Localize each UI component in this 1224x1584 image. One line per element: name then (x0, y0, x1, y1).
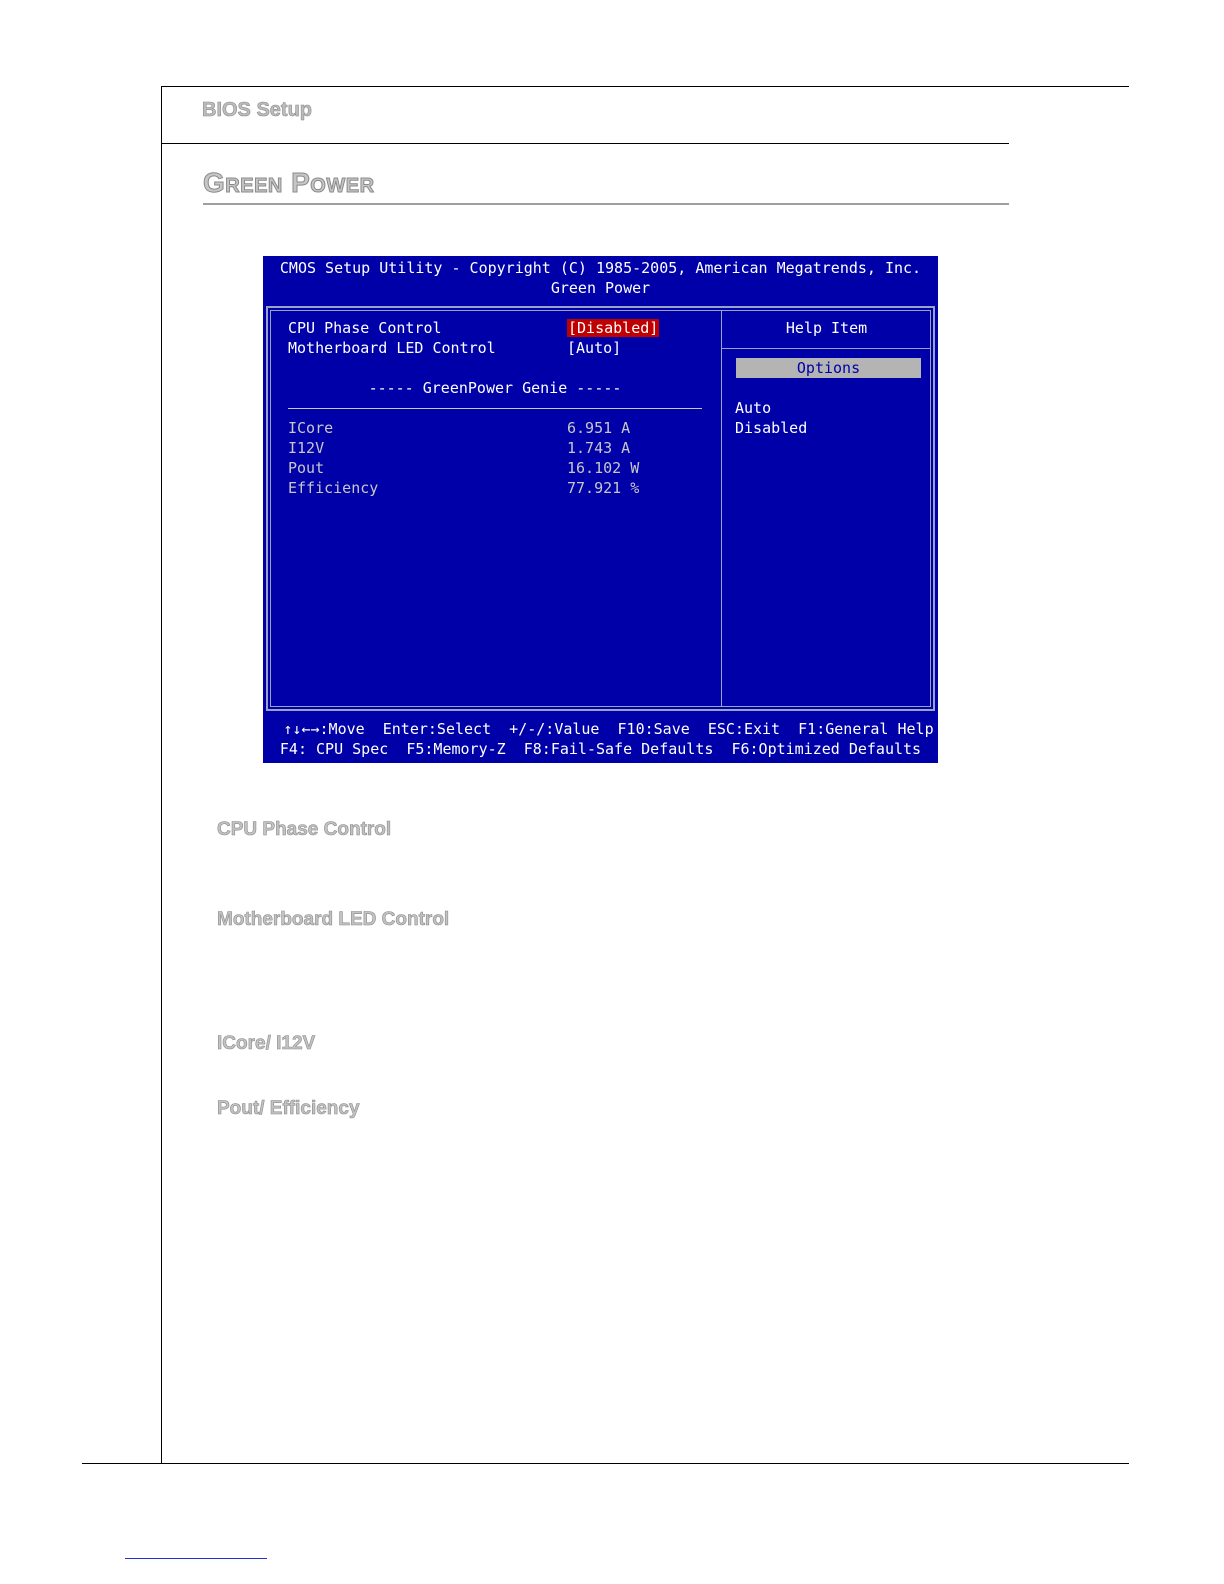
icore-i12v-heading: ICore/ I12V (217, 1033, 316, 1054)
greenpower-genie-header: ----- GreenPower Genie ----- (368, 379, 622, 397)
option-disabled[interactable]: Disabled (735, 419, 808, 437)
bios-copyright-line: CMOS Setup Utility - Copyright (C) 1985-2005, American Megatrends, Inc. (279, 259, 922, 277)
running-header: BIOS Setup (202, 99, 313, 121)
key-legend-line-2: F4: CPU Spec F5:Memory-Z F8:Fail-Safe Defaults F6:Optimized Defaults (279, 740, 922, 758)
motherboard-led-control-heading: Motherboard LED Control (217, 909, 450, 930)
pout-value: 16.102 W (567, 459, 640, 477)
efficiency-value: 77.921 % (567, 479, 640, 497)
cpu-phase-control-label[interactable]: CPU Phase Control (288, 319, 442, 337)
option-auto[interactable]: Auto (735, 399, 772, 417)
page-left-rule (161, 86, 162, 1464)
bios-key-legend (263, 714, 938, 763)
page-bottom-rule (82, 1463, 1129, 1464)
bios-screenshot (263, 256, 938, 763)
i12v-value: 1.743 A (567, 439, 631, 457)
footer-link-underline (125, 1558, 267, 1559)
header-rule (161, 143, 1009, 144)
pout-efficiency-heading: Pout/ Efficiency (217, 1098, 360, 1119)
bios-title-bar (263, 256, 938, 305)
help-panel-divider (721, 310, 722, 707)
genie-divider (288, 408, 702, 409)
help-title-divider (722, 348, 931, 349)
cpu-phase-control-value[interactable] (567, 319, 659, 337)
selected-value-highlight[interactable]: [Disabled] (568, 319, 659, 337)
efficiency-label: Efficiency (288, 479, 379, 497)
icore-label: ICore (288, 419, 334, 437)
key-legend-line-1: ↑↓←→:Move Enter:Select +/-/:Value F10:Save ESC:Exit F1:General Help (283, 720, 934, 738)
bios-page-title: Green Power (550, 279, 651, 297)
i12v-label: I12V (288, 439, 325, 457)
cpu-phase-control-heading: CPU Phase Control (217, 819, 392, 840)
motherboard-led-control-value[interactable]: [Auto] (567, 339, 622, 357)
icore-value: 6.951 A (567, 419, 631, 437)
section-title: Green Power (203, 167, 375, 198)
section-title-rule (203, 203, 1009, 205)
pout-label: Pout (288, 459, 325, 477)
page-top-rule (161, 86, 1129, 87)
options-header: Options (736, 358, 921, 378)
motherboard-led-control-label[interactable]: Motherboard LED Control (288, 339, 496, 357)
help-item-title: Help Item (785, 319, 868, 337)
